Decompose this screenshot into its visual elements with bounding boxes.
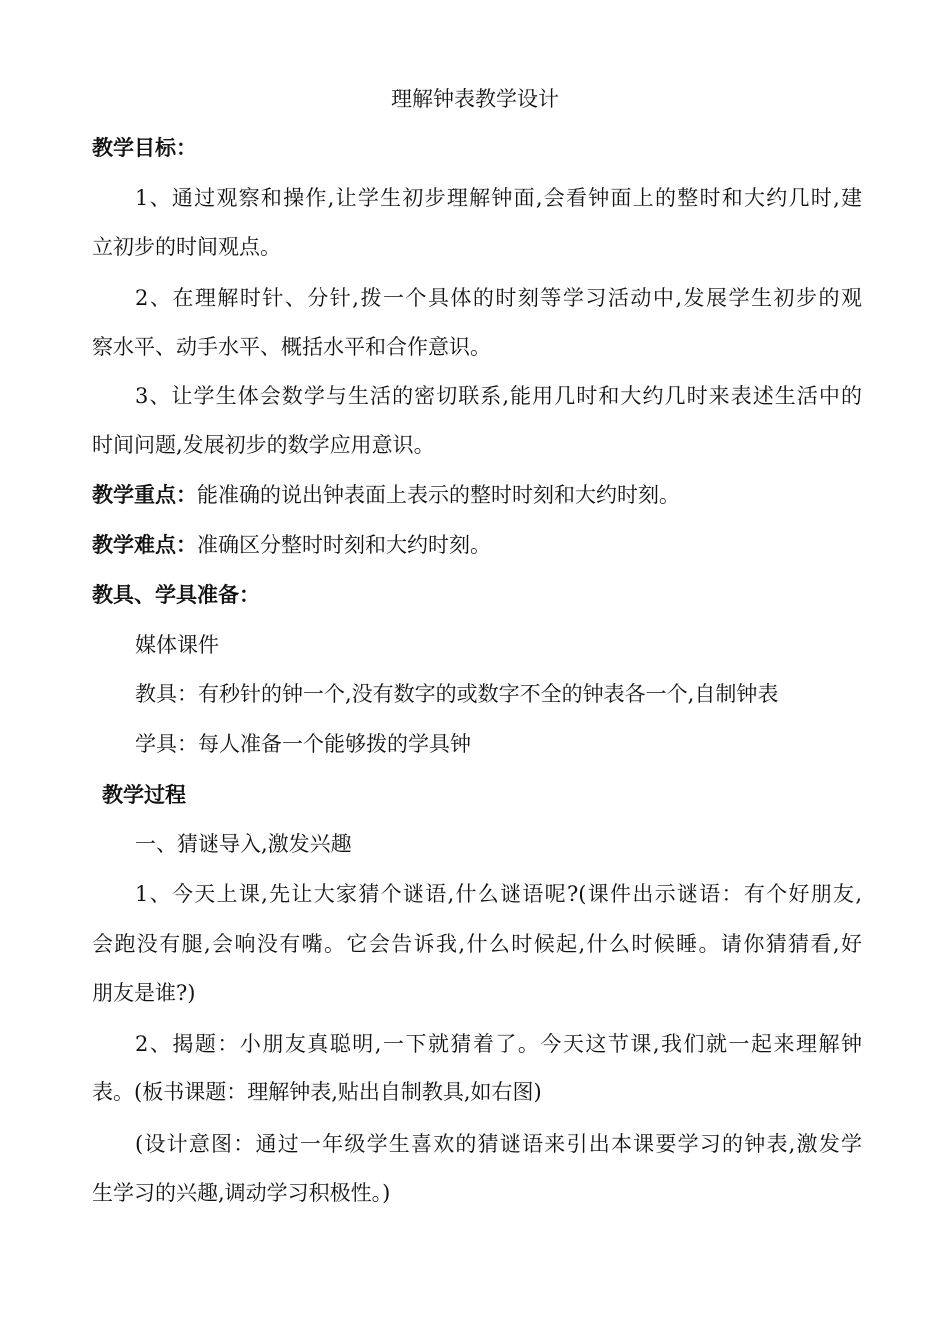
process-p2-line-1: 2、揭题：小朋友真聪明,一下就猜着了。今天这节课,我们就一起来理解钟 <box>135 1032 862 1056</box>
process-p3-line-2: 生学习的兴趣,调动学习积极性。) <box>92 1181 391 1205</box>
preparation-item-student-tools: 学具：每人准备一个能够拨的学具钟 <box>135 732 471 756</box>
process-p1-line-2: 会跑没有腿,会响没有嘴。它会告诉我,什么时候起,什么时候睡。请你猜猜看,好 <box>92 932 862 956</box>
key-point-text: 能准确的说出钟表面上表示的整时时刻和大约时刻。 <box>197 483 680 507</box>
process-p3-line-1: (设计意图：通过一年级学生喜欢的猜谜语来引出本课要学习的钟表,激发学 <box>135 1132 862 1156</box>
objective-1-line-1: 1、通过观察和操作,让学生初步理解钟面,会看钟面上的整时和大约几时,建 <box>135 186 862 210</box>
objective-2-line-2: 察水平、动手水平、概括水平和合作意识。 <box>92 335 491 359</box>
process-p2-line-2: 表。(板书课题：理解钟表,贴出自制教具,如右图) <box>92 1080 542 1104</box>
difficulty-label: 教学难点： <box>92 533 197 557</box>
objective-3-line-1: 3、让学生体会数学与生活的密切联系,能用几时和大约几时来表述生活中的 <box>135 384 862 408</box>
page-title: 理解钟表教学设计 <box>391 87 559 111</box>
preparation-heading: 教具、学具准备： <box>92 583 260 607</box>
difficulty-text: 准确区分整时时刻和大约时刻。 <box>197 533 491 557</box>
process-heading: 教学过程 <box>102 783 186 807</box>
objective-3-line-2: 时间问题,发展初步的数学应用意识。 <box>92 433 435 457</box>
key-point-label: 教学重点： <box>92 483 197 507</box>
process-p1-line-1: 1、今天上课,先让大家猜个谜语,什么谜语呢?(课件出示谜语：有个好朋友, <box>135 882 862 906</box>
process-p1-line-3: 朋友是谁?) <box>92 981 196 1005</box>
objectives-heading: 教学目标： <box>92 136 197 160</box>
difficulty <box>0 530 862 560</box>
objective-2-line-1: 2、在理解时针、分针,拨一个具体的时刻等学习活动中,发展学生初步的观 <box>135 286 862 310</box>
preparation-item-media: 媒体课件 <box>135 633 219 657</box>
objective-1-line-2: 立初步的时间观点。 <box>92 235 281 259</box>
preparation-item-teaching-tools: 教具：有秒针的钟一个,没有数字的或数字不全的钟表各一个,自制钟表 <box>135 682 779 706</box>
process-section-1: 一、猜谜导入,激发兴趣 <box>135 832 352 856</box>
key-point <box>0 480 862 510</box>
